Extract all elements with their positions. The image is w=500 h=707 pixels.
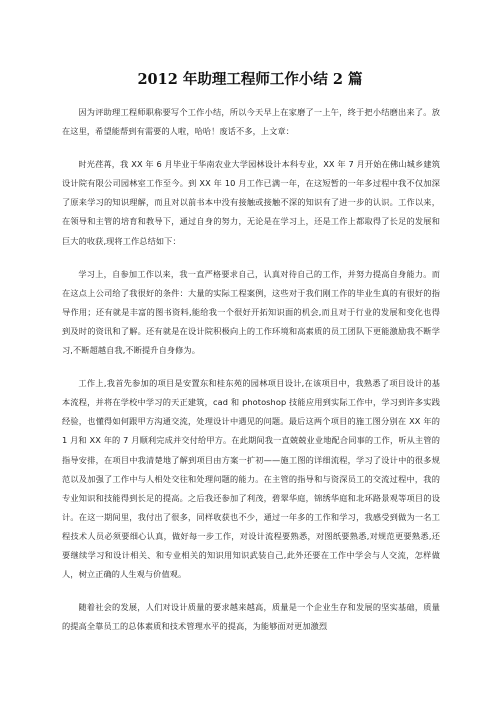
paragraph-study: 学习上，自参加工作以来，我一直严格要求自己，认真对待自己的工作，并努力提高自身能力。而在这点上公司给了我很好的条件：大量的实际工程案例，这些对于我们刚工作的毕业生真的有很好的指导作用；还有就是丰富的图书资料,能给我一个很好开拓知识面的机会,而且对于行业的发展和变化也得到及时的资讯和了解。还有就是在设计院积极向上的工作环境和高素质的员工团队下更能激励我不断学习,不断超越自我,不断提升自身修为。	[62, 268, 440, 356]
paragraph-background: 时光荏苒，我 XX 年 6 月毕业于华南农业大学园林设计本科专业，XX 年 7 月开始在佛山城乡建筑设计院有限公司园林室工作至今。到 XX 年 10 月工作已满一年，在这短暂的一年多过程中我不仅加深了原来学习的知识理解，而且对以前书本中没有接触或接触不深的知识有了进一步的认识。工作以来，在领导和主管的培育和教导下，通过自身的努力，无论是在学习上，还是工作上都取得了长足的发展和巨大的收获,现将工作总结如下：	[62, 159, 440, 246]
document-title: 2012 年助理工程师工作小结 2 篇	[137, 71, 363, 88]
paragraph-quality: 随着社会的发展，人们对设计质量的要求越来越高，质量是一个企业生存和发展的坚实基础，质量的提高全靠员工的总体素质和技术管理水平的提高，为能够面对更加激烈	[62, 602, 440, 632]
paragraph-work: 工作上,我首先参加的项目是安置东和桂东苑的园林项目设计,在该项目中，我熟悉了项目设计的基本流程，并将在学校中学习的天正建筑，cad 和 photoshop 技能应用到实际工作中，学习到许多实践经验，也懂得如何跟甲方沟通交流，处理设计中遇见的问题。最后这两个项目的施工图分别在 XX 年的 1 月和 XX 年的 7 月顺利完成并交付给甲方。在此期间我一直兢兢业业地配合同事的工作，听从主管的指导安排，在项目中我清楚地了解到项目由方案一扩初——施工图的详细流程，学习了设计中的很多规范以及加强了工作中与人相处交往和处理问题的能力。在主管的指导和与资深员工的交流过程中，我的专业知识和技能得到长足的提高。之后我还参加了利茂，碧翠华庭，锦绣华庭和北环路景观等项目的设计。在这一期间里，我付出了很多，同样收获也不少，通过一年多的工作和学习，我感受到做为一名工程技术人员必须要细心认真，做好每一步工作，对设计流程要熟悉，对图纸要熟悉,对规范更要熟悉,还要继续学习和设计相关、和专业相关的知识用知识武装自己,此外还要在工作中学会与人交流，怎样做人，树立正确的人生观与价值观。	[62, 378, 440, 580]
paragraph-intro: 因为评助理工程师职称要写个工作小结，所以今天早上在家磨了一上午，终于把小结磨出来了。放在这里，希望能帮到有需要的人啦，哈哈！废话不多，上文章：	[62, 107, 440, 137]
document-body	[62, 103, 440, 650]
